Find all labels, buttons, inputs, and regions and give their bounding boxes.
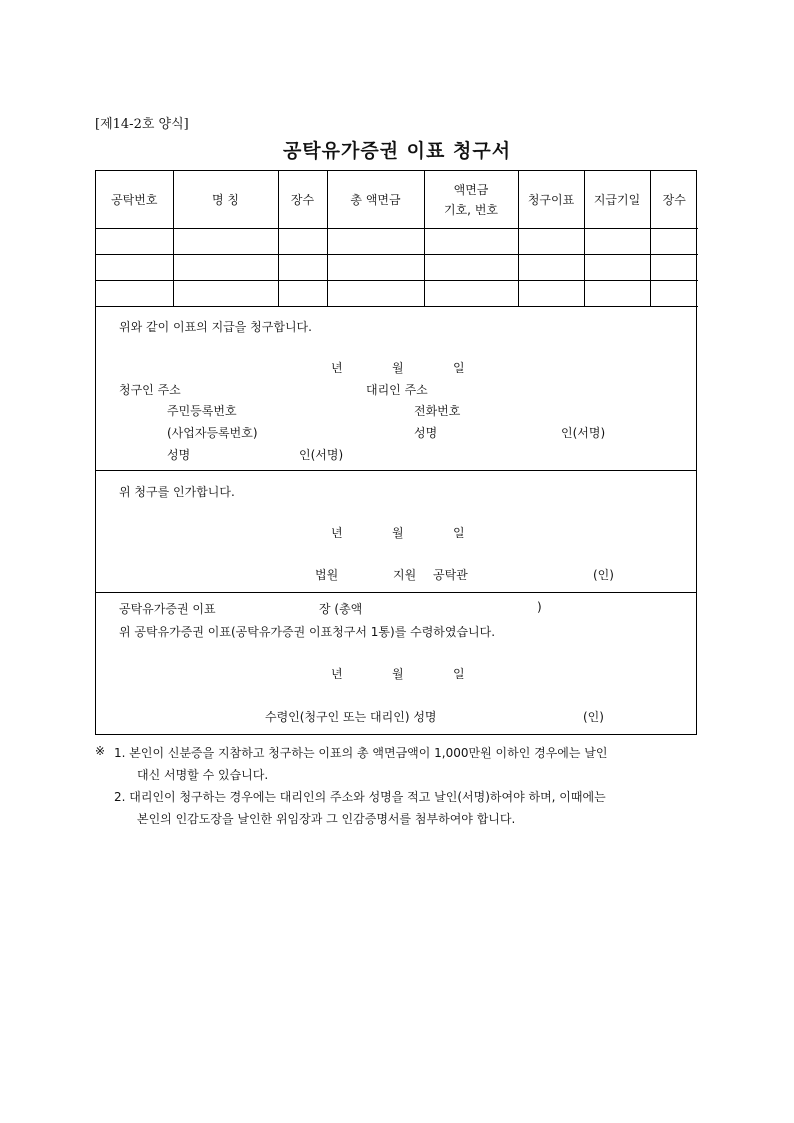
request-section	[96, 306, 696, 471]
header-total-face-value: 총 액면금	[327, 171, 424, 229]
cell[interactable]	[278, 255, 327, 281]
court-label: 법원	[315, 568, 339, 582]
cell[interactable]	[650, 255, 698, 281]
cell[interactable]	[327, 281, 424, 307]
request-day-label: 일	[453, 361, 465, 375]
receipt-seal-label: (인)	[583, 710, 604, 724]
request-statement: 위와 같이 이표의 지급을 청구합니다.	[119, 320, 312, 334]
receipt-statement: 위 공탁유가증권 이표(공탁유가증권 이표청구서 1통)를 수령하였습니다.	[119, 625, 496, 639]
agent-name-label: 성명	[414, 426, 438, 440]
cell[interactable]	[518, 229, 584, 255]
business-number-label: (사업자등록번호)	[167, 426, 258, 440]
table-header-row	[96, 171, 698, 229]
header-name: 명 칭	[173, 171, 278, 229]
receipt-month-label: 월	[392, 667, 404, 681]
agent-address-label: 대리인 주소	[366, 383, 428, 397]
request-month-label: 월	[392, 361, 404, 375]
approval-statement: 위 청구를 인가합니다.	[119, 485, 235, 499]
header-coupon-count: 장수	[650, 171, 698, 229]
cell[interactable]	[650, 229, 698, 255]
header-count: 장수	[278, 171, 327, 229]
cell[interactable]	[96, 229, 173, 255]
recipient-label: 수령인(청구인 또는 대리인) 성명	[265, 710, 437, 724]
cell[interactable]	[173, 255, 278, 281]
claimant-address-label: 청구인 주소	[119, 383, 181, 397]
table-row	[96, 281, 698, 307]
request-year-label: 년	[331, 361, 343, 375]
close-paren: )	[537, 600, 542, 614]
claimant-name-label: 성명	[167, 448, 191, 462]
page-title: 공탁유가증권 이표 청구서	[282, 140, 512, 162]
phone-number-label: 전화번호	[414, 404, 461, 418]
receipt-day-label: 일	[453, 667, 465, 681]
resident-number-label: 주민등록번호	[167, 404, 237, 418]
coupon-table	[96, 171, 698, 307]
cell[interactable]	[584, 281, 650, 307]
claim-form	[95, 170, 697, 735]
cell[interactable]	[424, 281, 518, 307]
header-payment-date: 지급기일	[584, 171, 650, 229]
coupon-label: 공탁유가증권 이표	[119, 602, 216, 616]
cell[interactable]	[96, 281, 173, 307]
agent-seal-label: 인(서명)	[561, 426, 606, 440]
cell[interactable]	[518, 281, 584, 307]
approval-year-label: 년	[331, 526, 343, 540]
cell[interactable]	[650, 281, 698, 307]
approval-month-label: 월	[392, 526, 404, 540]
approval-seal-label: (인)	[593, 568, 614, 582]
cell[interactable]	[584, 229, 650, 255]
receipt-year-label: 년	[331, 667, 343, 681]
cell[interactable]	[518, 255, 584, 281]
cell[interactable]	[424, 229, 518, 255]
note-1-line-1: 1. 본인이 신분증을 지참하고 청구하는 이표의 총 액면금액이 1,000만원 이하인 경우에는 날인	[114, 746, 608, 760]
approval-section	[96, 470, 696, 593]
cell[interactable]	[584, 255, 650, 281]
cell[interactable]	[96, 255, 173, 281]
claimant-seal-label: 인(서명)	[299, 448, 344, 462]
cell[interactable]	[173, 229, 278, 255]
note-mark: ※	[95, 744, 106, 758]
branch-label: 지원	[393, 568, 417, 582]
approval-day-label: 일	[453, 526, 465, 540]
cell[interactable]	[173, 281, 278, 307]
note-2-line-2: 본인의 인감도장을 날인한 위임장과 그 인감증명서를 첨부하여야 합니다.	[137, 812, 516, 826]
cell[interactable]	[327, 255, 424, 281]
cell[interactable]	[424, 255, 518, 281]
count-total-label: 장 (총액	[319, 602, 363, 616]
table-row	[96, 255, 698, 281]
cell[interactable]	[278, 281, 327, 307]
header-deposit-number: 공탁번호	[96, 171, 173, 229]
officer-label: 공탁관	[433, 568, 468, 582]
cell[interactable]	[278, 229, 327, 255]
header-face-value-code: 액면금 기호, 번호	[424, 171, 518, 229]
note-1-line-2: 대신 서명할 수 있습니다.	[137, 768, 269, 782]
header-claimed-coupon: 청구이표	[518, 171, 584, 229]
receipt-section	[96, 592, 696, 734]
cell[interactable]	[327, 229, 424, 255]
note-2-line-1: 2. 대리인이 청구하는 경우에는 대리인의 주소와 성명을 적고 날인(서명)하여야 하며, 이때에는	[114, 790, 606, 804]
table-row	[96, 229, 698, 255]
form-number: [제14-2호 양식]	[95, 117, 189, 132]
